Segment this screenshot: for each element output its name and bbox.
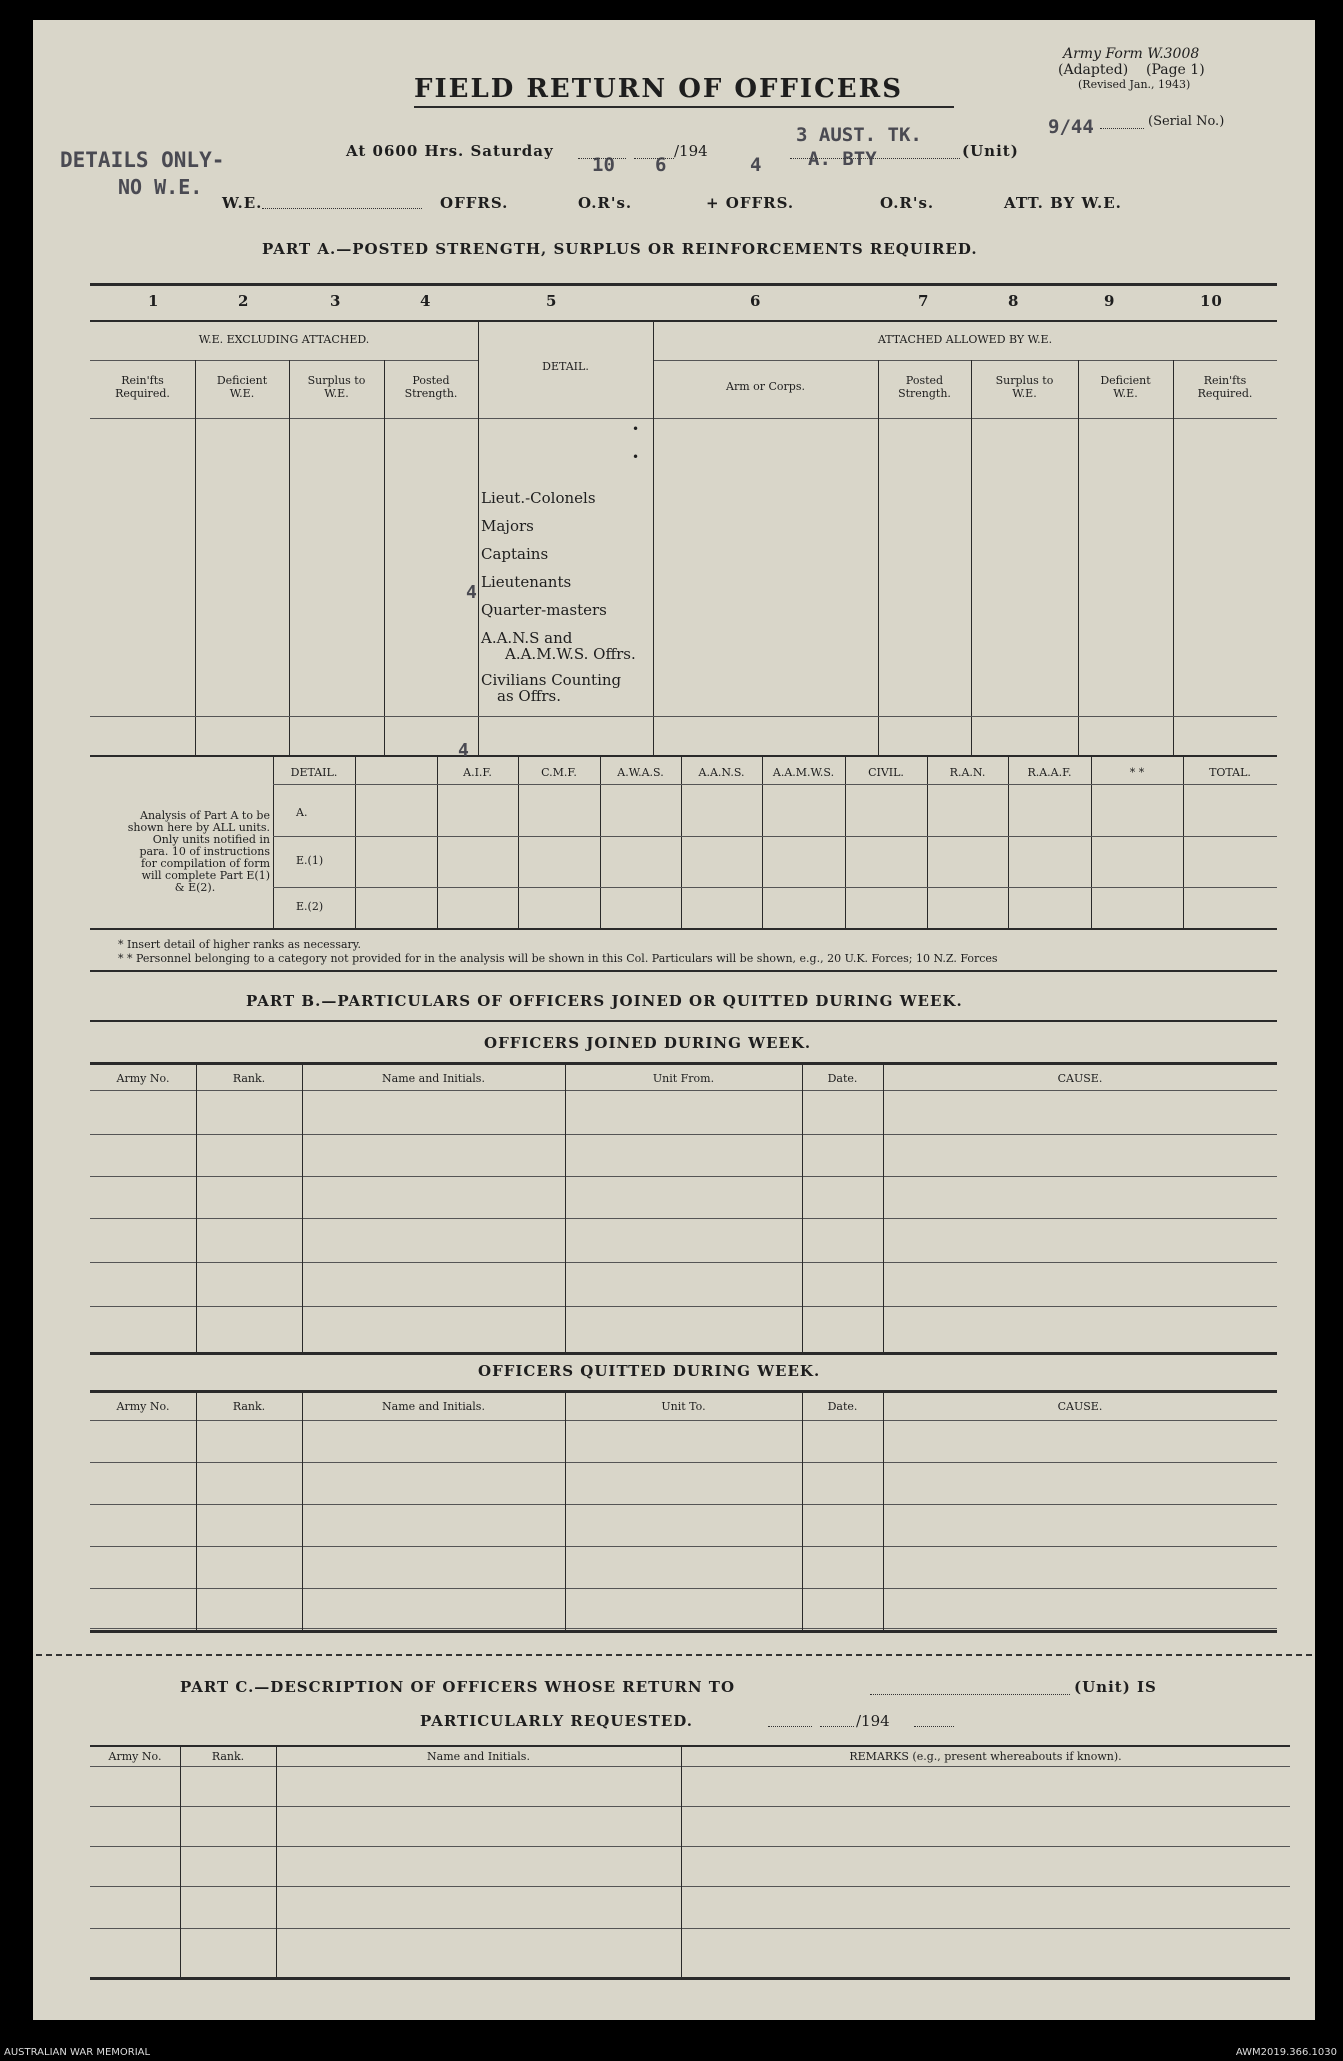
part-c-unit-is: (Unit) IS [1074, 1678, 1157, 1696]
analysis-col-detail: DETAIL. [290, 766, 338, 779]
quitted-col-cause: CAUSE. [1057, 1400, 1103, 1413]
footer-right: AWM2019.366.1030 [1235, 2047, 1337, 2058]
year-digit: 4 [750, 154, 762, 176]
quitted-col-army-no: Army No. [116, 1400, 170, 1413]
form-number: Army Form W.3008 [1063, 46, 1200, 62]
col-num: 7 [918, 292, 930, 310]
analysis-col-raaf: R.A.A.F. [1027, 766, 1072, 779]
col-num: 8 [1008, 292, 1020, 310]
detail-aamws: A.A.M.W.S. Offrs. [505, 645, 636, 663]
note-line: Analysis of Part A to be [140, 809, 270, 822]
analysis-col-cmf: C.M.F. [541, 766, 577, 779]
note-line: Only units notified in [152, 833, 270, 846]
unit-value-1: 3 AUST. TK. [796, 124, 922, 146]
detail-civilians: Civilians Counting [481, 671, 622, 689]
detail-lieut-colonels: Lieut.-Colonels [481, 489, 596, 507]
posted-strength-total: 4 [458, 740, 469, 761]
analysis-col-ran: R.A.N. [949, 766, 986, 779]
joined-col-name: Name and Initials. [382, 1072, 485, 1085]
analysis-col-aif: A.I.F. [463, 766, 492, 779]
ors-label-2: O.R's. [880, 194, 935, 212]
col-num: 6 [750, 292, 762, 310]
note-line: shown here by ALL units. [127, 821, 270, 834]
header-reinfts-att: Rein'fts Required. [1197, 374, 1253, 400]
offrs-label: OFFRS. [440, 194, 509, 212]
date-month: 6 [655, 154, 667, 176]
header-posted-strength: Posted Strength. [404, 374, 458, 400]
note-line: will complete Part E(1) [141, 869, 270, 882]
quitted-col-name: Name and Initials. [382, 1400, 485, 1413]
col-num: 4 [420, 292, 432, 310]
unit-value-2: A. BTY [808, 148, 877, 170]
att-by-we-label: ATT. BY W.E. [1004, 194, 1122, 212]
unit-label: (Unit) [962, 142, 1019, 160]
quitted-col-unit-to: Unit To. [661, 1400, 706, 1413]
detail-header: DETAIL. [542, 360, 589, 373]
analysis-col-aamws: A.A.M.W.S. [772, 766, 835, 779]
footer-left: AUSTRALIAN WAR MEMORIAL [4, 2047, 151, 2058]
ors-label: O.R's. [578, 194, 633, 212]
joined-col-unit-from: Unit From. [652, 1072, 715, 1085]
header-surplus-att: Surplus to W.E. [995, 374, 1054, 400]
detail-majors: Majors [481, 517, 534, 535]
footnote-other-category: * * Personnel belonging to a category not provided for in the analysis will be shown in this Col. Particulars will be shown, e.g., 20 U.K. Forces; 10 N.Z. Forces [118, 952, 998, 965]
quitted-col-date: Date. [827, 1400, 858, 1413]
analysis-col-other: * * [1129, 766, 1145, 779]
analysis-row-a: A. [296, 806, 308, 819]
joined-col-rank: Rank. [232, 1072, 266, 1085]
header-reinfts: Rein'fts Required. [115, 374, 170, 400]
date-day: 10 [592, 154, 615, 176]
year-prefix: /194 [674, 142, 708, 160]
form-revised: (Revised Jan., 1943) [1078, 78, 1191, 91]
part-a-heading: PART A.—POSTED STRENGTH, SURPLUS OR REINFORCEMENTS REQUIRED. [262, 240, 978, 258]
at-time-label: At 0600 Hrs. Saturday [346, 142, 554, 160]
part-c-col-army-no: Army No. [108, 1750, 162, 1763]
serial-label: (Serial No.) [1148, 114, 1225, 129]
note-line: & E(2). [174, 881, 216, 894]
note-line: for compilation of form [140, 857, 270, 870]
analysis-col-total: TOTAL. [1209, 766, 1251, 779]
analysis-row-e1: E.(1) [296, 854, 324, 867]
form-page: (Page 1) [1146, 62, 1205, 78]
part-c-col-remarks: REMARKS (e.g., present whereabouts if known). [849, 1750, 1122, 1763]
detail-rows [481, 484, 636, 704]
joined-col-date: Date. [827, 1072, 858, 1085]
serial-value: 9/44 [1048, 116, 1094, 138]
quitted-heading: OFFICERS QUITTED DURING WEEK. [478, 1362, 821, 1380]
part-c-col-name: Name and Initials. [427, 1750, 530, 1763]
form-title: FIELD RETURN OF OFFICERS [414, 74, 903, 104]
col-num: 10 [1200, 292, 1223, 310]
stamp-details-only: DETAILS ONLY- [60, 148, 225, 172]
note-line: para. 10 of instructions [139, 845, 270, 858]
group-attached-allowed: ATTACHED ALLOWED BY W.E. [877, 333, 1053, 346]
analysis-col-aans: A.A.N.S. [698, 766, 745, 779]
detail-lieutenants: Lieutenants [481, 573, 572, 591]
detail-aans: A.A.N.S and [481, 629, 573, 647]
we-label: W.E. [222, 194, 263, 212]
analysis-note [90, 810, 270, 894]
header-surplus: Surplus to W.E. [307, 374, 366, 400]
header-arm-corps: Arm or Corps. [726, 380, 805, 393]
posted-strength-lieutenants: 4 [466, 582, 477, 603]
col-num: 5 [546, 292, 558, 310]
cut-line [36, 1654, 1312, 1656]
col-num: 3 [330, 292, 342, 310]
analysis-row-e2: E.(2) [296, 900, 324, 913]
stamp-no-we: NO W.E. [118, 175, 203, 199]
group-we-excluding: W.E. EXCLUDING ATTACHED. [198, 333, 370, 346]
plus-offrs-label: + OFFRS. [706, 194, 795, 212]
form-adapted: (Adapted) [1058, 62, 1129, 78]
header-posted-strength-att: Posted Strength. [898, 374, 951, 400]
detail-captains: Captains [481, 545, 549, 563]
part-c-date-tail: /194 [856, 1712, 890, 1730]
joined-col-cause: CAUSE. [1057, 1072, 1103, 1085]
analysis-col-awas: A.W.A.S. [617, 766, 664, 779]
col-num: 9 [1104, 292, 1116, 310]
part-c-heading-1: PART C.—DESCRIPTION OF OFFICERS WHOSE RETURN TO [180, 1678, 736, 1696]
footnote-higher-ranks: * Insert detail of higher ranks as necessary. [118, 938, 362, 951]
part-c-col-rank: Rank. [211, 1750, 245, 1763]
header-deficient-att: Deficient W.E. [1100, 374, 1151, 400]
part-b-heading: PART B.—PARTICULARS OF OFFICERS JOINED OR QUITTED DURING WEEK. [246, 992, 963, 1010]
analysis-col-civil: CIVIL. [868, 766, 904, 779]
part-c-heading-2: PARTICULARLY REQUESTED. [420, 1712, 693, 1730]
joined-heading: OFFICERS JOINED DURING WEEK. [484, 1034, 812, 1052]
header-deficient: Deficient W.E. [216, 374, 268, 400]
joined-col-army-no: Army No. [116, 1072, 170, 1085]
quitted-col-rank: Rank. [232, 1400, 266, 1413]
col-num: 1 [148, 292, 160, 310]
detail-as-offrs: as Offrs. [497, 687, 561, 705]
col-num: 2 [238, 292, 250, 310]
detail-quarter-masters: Quarter-masters [481, 601, 607, 619]
